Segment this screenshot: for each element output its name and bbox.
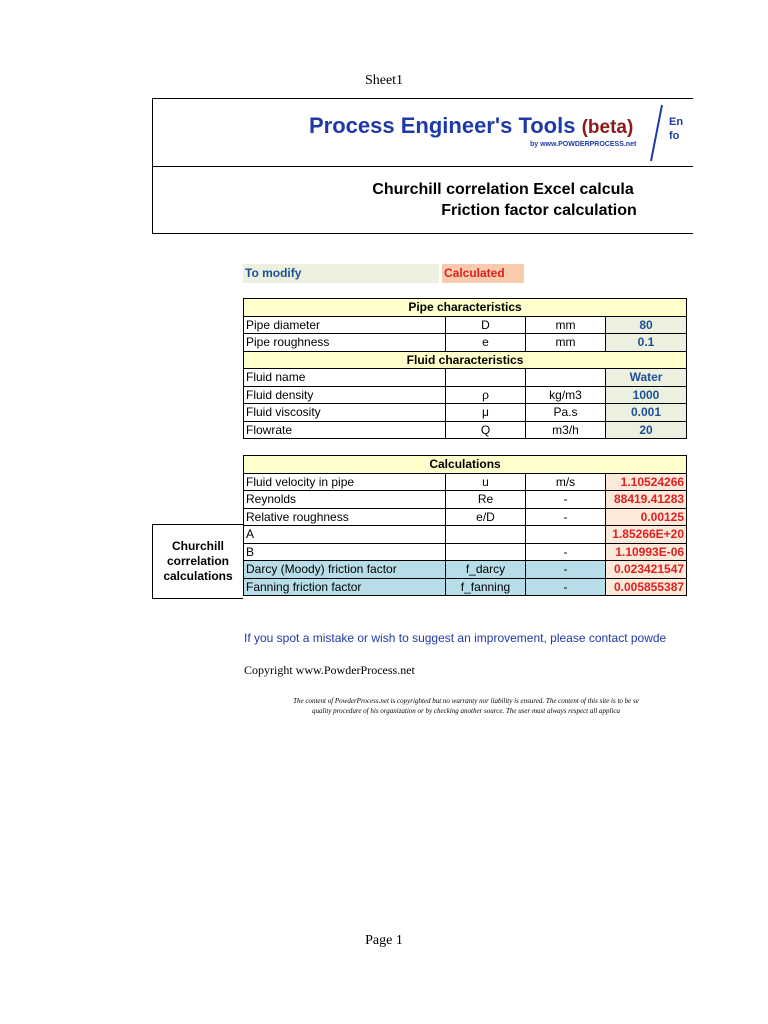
input-table bbox=[243, 298, 687, 439]
velocity-result[interactable]: 1.10524266 bbox=[606, 473, 687, 491]
row-symbol: Re bbox=[446, 491, 526, 509]
row-symbol bbox=[446, 369, 526, 387]
row-label: Fluid viscosity bbox=[244, 404, 446, 422]
table-row bbox=[244, 508, 687, 526]
row-label: Pipe roughness bbox=[244, 334, 446, 352]
row-label: Pipe diameter bbox=[244, 316, 446, 334]
row-unit: m3/h bbox=[526, 421, 606, 439]
reynolds-result[interactable]: 88419.41283 bbox=[606, 491, 687, 509]
calculations-table bbox=[243, 455, 687, 596]
row-label: Reynolds bbox=[244, 491, 446, 509]
table-row bbox=[244, 316, 687, 334]
row-label: B bbox=[244, 543, 446, 561]
sheet-title: Sheet1 bbox=[364, 73, 404, 88]
relative-roughness-result[interactable]: 0.00125 bbox=[606, 508, 687, 526]
table-row bbox=[244, 421, 687, 439]
table-row bbox=[244, 404, 687, 422]
row-unit: mm bbox=[526, 316, 606, 334]
contact-link[interactable]: If you spot a mistake or wish to suggest an improvement, please contact powde bbox=[244, 631, 667, 645]
copyright-text: Copyright www.PowderProcess.net bbox=[244, 663, 415, 677]
row-unit: - bbox=[526, 508, 606, 526]
legend-calculated: Calculated bbox=[442, 264, 524, 283]
row-label: Relative roughness bbox=[244, 508, 446, 526]
brand-right-line1: En bbox=[669, 116, 684, 128]
brand-right-text bbox=[669, 115, 683, 143]
churchill-label: Churchill correlation calculations bbox=[152, 524, 243, 599]
row-symbol: e/D bbox=[446, 508, 526, 526]
table-row bbox=[244, 473, 687, 491]
row-label: Darcy (Moody) friction factor bbox=[244, 561, 446, 579]
fluid-name-input[interactable]: Water bbox=[606, 369, 687, 387]
title-line-2: Friction factor calculation bbox=[441, 202, 637, 219]
a-result[interactable]: 1.85266E+20 bbox=[606, 526, 687, 544]
row-label: Fanning friction factor bbox=[244, 578, 446, 596]
brand-right-line2: fo bbox=[669, 130, 680, 142]
row-symbol: μ bbox=[446, 404, 526, 422]
row-symbol: Q bbox=[446, 421, 526, 439]
header-banner bbox=[152, 98, 693, 234]
row-unit: - bbox=[526, 491, 606, 509]
document-title bbox=[153, 179, 693, 221]
row-symbol: ρ bbox=[446, 386, 526, 404]
slash-logo-icon bbox=[647, 103, 667, 163]
darcy-friction-result[interactable]: 0.023421547 bbox=[606, 561, 687, 579]
fanning-friction-result[interactable]: 0.005855387 bbox=[606, 578, 687, 596]
row-unit: mm bbox=[526, 334, 606, 352]
brand-beta: (beta) bbox=[581, 117, 634, 138]
table-row bbox=[244, 543, 687, 561]
table-row bbox=[244, 386, 687, 404]
table-row bbox=[244, 491, 687, 509]
brand-bar bbox=[153, 99, 693, 167]
row-symbol: u bbox=[446, 473, 526, 491]
fluid-viscosity-input[interactable]: 0.001 bbox=[606, 404, 687, 422]
title-line-1: Churchill correlation Excel calcula bbox=[372, 181, 634, 198]
table-row bbox=[244, 526, 687, 544]
row-unit bbox=[526, 369, 606, 387]
disclaimer-text bbox=[244, 696, 688, 716]
row-label: Fluid velocity in pipe bbox=[244, 473, 446, 491]
row-symbol bbox=[446, 526, 526, 544]
row-unit: - bbox=[526, 578, 606, 596]
row-label: Fluid density bbox=[244, 386, 446, 404]
page-number: Page 1 bbox=[365, 933, 403, 948]
brand-name: Process Engineer's Tools bbox=[309, 113, 576, 138]
flowrate-input[interactable]: 20 bbox=[606, 421, 687, 439]
row-unit: Pa.s bbox=[526, 404, 606, 422]
section-header-calculations: Calculations bbox=[244, 456, 687, 474]
table-row bbox=[244, 369, 687, 387]
row-label: Flowrate bbox=[244, 421, 446, 439]
row-symbol: D bbox=[446, 316, 526, 334]
brand-title bbox=[309, 113, 633, 139]
table-row bbox=[244, 578, 687, 596]
b-result[interactable]: 1.10993E-06 bbox=[606, 543, 687, 561]
row-symbol bbox=[446, 543, 526, 561]
fluid-density-input[interactable]: 1000 bbox=[606, 386, 687, 404]
pipe-roughness-input[interactable]: 0.1 bbox=[606, 334, 687, 352]
row-symbol: f_fanning bbox=[446, 578, 526, 596]
row-unit bbox=[526, 526, 606, 544]
row-unit: - bbox=[526, 543, 606, 561]
row-unit: - bbox=[526, 561, 606, 579]
section-header-fluid: Fluid characteristics bbox=[244, 351, 687, 369]
legend-to-modify: To modify bbox=[243, 264, 439, 283]
row-symbol: f_darcy bbox=[446, 561, 526, 579]
row-label: A bbox=[244, 526, 446, 544]
brand-subtitle: by www.POWDERPROCESS.net bbox=[530, 141, 637, 148]
row-unit: m/s bbox=[526, 473, 606, 491]
row-symbol: e bbox=[446, 334, 526, 352]
disclaimer-line-2: quality procedure of his organization or by checking another source. The user must always respect all applica bbox=[311, 707, 621, 715]
table-row bbox=[244, 561, 687, 579]
pipe-diameter-input[interactable]: 80 bbox=[606, 316, 687, 334]
row-unit: kg/m3 bbox=[526, 386, 606, 404]
section-header-pipe: Pipe characteristics bbox=[244, 299, 687, 317]
disclaimer-line-1: The content of PowderProcess.net is copyrighted but no warranty nor liability is ensured. The content of this site is to be se bbox=[293, 697, 639, 705]
table-row bbox=[244, 334, 687, 352]
row-label: Fluid name bbox=[244, 369, 446, 387]
